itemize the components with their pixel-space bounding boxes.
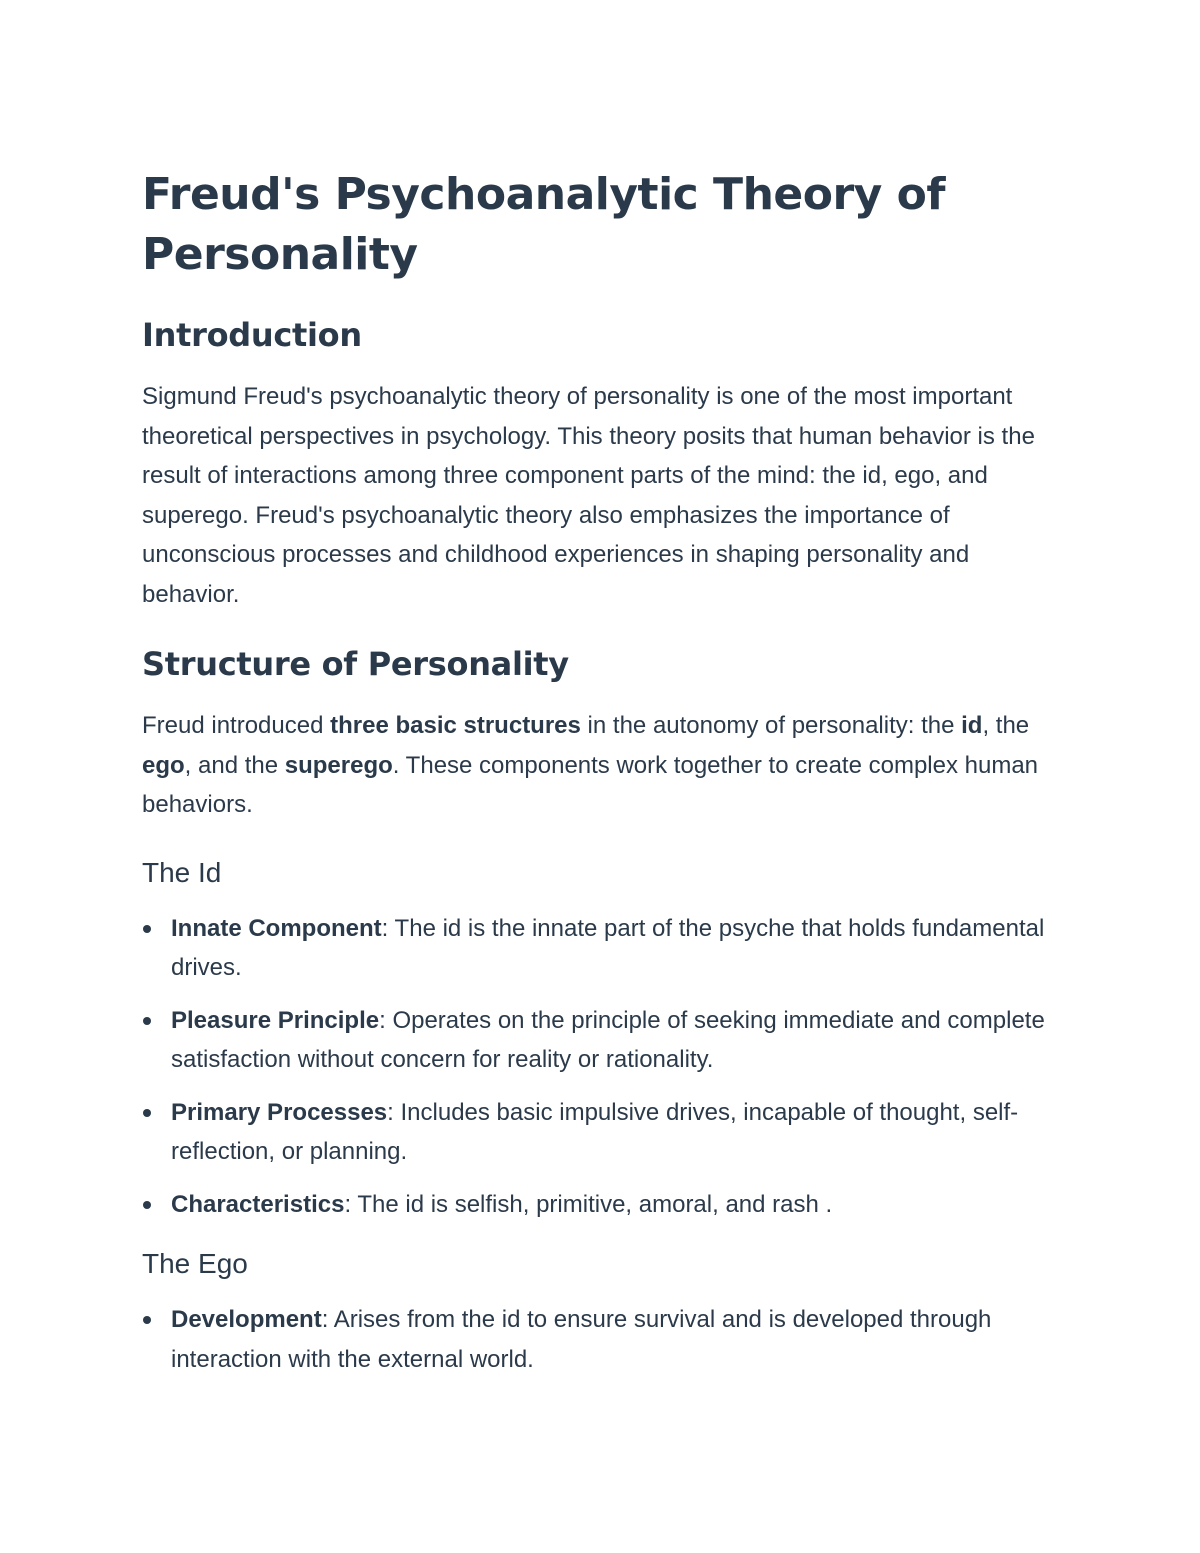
introduction-section — [142, 313, 1072, 614]
ego-heading: The Ego — [142, 1248, 248, 1279]
list-item — [142, 1001, 1072, 1080]
bullet-icon — [143, 1017, 151, 1025]
bullet-icon — [143, 1201, 151, 1209]
list-item-term: Primary Processes — [171, 1098, 388, 1126]
list-item-text: : Arises from the id to ensure survival and is developed through interaction with the external world. — [171, 1306, 992, 1373]
structure-section — [142, 642, 1072, 825]
id-heading: The Id — [142, 856, 222, 888]
list-item-text: : The id is selfish, primitive, amoral, and rash . — [344, 1190, 833, 1218]
list-item — [142, 1185, 1072, 1225]
structure-bold-ego: ego — [142, 751, 185, 779]
structure-text-2: in the autonomy of personality: the — [580, 712, 962, 739]
structure-bold-structures: three basic structures — [330, 712, 581, 739]
introduction-heading: Introduction — [142, 316, 362, 354]
ego-list — [142, 1300, 1072, 1379]
list-item — [142, 909, 1072, 988]
document-page — [142, 165, 1072, 1399]
structure-bold-superego: superego — [284, 751, 393, 779]
list-item-term: Characteristics — [171, 1190, 345, 1218]
bullet-icon — [143, 1109, 151, 1117]
ego-section — [142, 1244, 1072, 1379]
list-item-term: Innate Component — [171, 914, 382, 942]
list-item-text: : The id is the innate part of the psyche that holds fundamental drives. — [171, 914, 1045, 981]
structure-text-4: , and the — [184, 751, 285, 779]
structure-text-1: Freud introduced — [142, 712, 331, 739]
bullet-icon — [143, 1316, 151, 1324]
bullet-icon — [143, 925, 151, 933]
document-title: Freud's Psychoanalytic Theory of Personality — [142, 169, 946, 280]
structure-paragraph — [142, 706, 1072, 825]
list-item-text: : Includes basic impulsive drives, incapable of thought, self-reflection, or planning. — [171, 1098, 1019, 1165]
list-item — [142, 1093, 1072, 1172]
list-item — [142, 1300, 1072, 1379]
structure-bold-id: id — [961, 712, 983, 739]
structure-text-5: . These components work together to create complex human behaviors. — [142, 751, 1039, 818]
id-list — [142, 909, 1072, 1225]
list-item-term: Pleasure Principle — [171, 1006, 380, 1034]
introduction-paragraph: Sigmund Freud's psychoanalytic theory of personality is one of the most important theoretical perspectives in psychology. This theory posits that human behavior is the result of interactions among three component parts of the mind: the id, ego, and superego. Freud's psychoanalytic theory also emphasizes the importance of unconscious processes and childhood experiences in shaping personality and behavior. — [142, 383, 1035, 608]
id-section — [142, 853, 1072, 1225]
list-item-term: Development — [171, 1306, 322, 1333]
list-item-text: : Operates on the principle of seeking immediate and complete satisfaction without concern for reality or rationality. — [171, 1006, 1045, 1073]
structure-text-3: , the — [982, 712, 1030, 739]
structure-heading: Structure of Personality — [142, 645, 569, 683]
